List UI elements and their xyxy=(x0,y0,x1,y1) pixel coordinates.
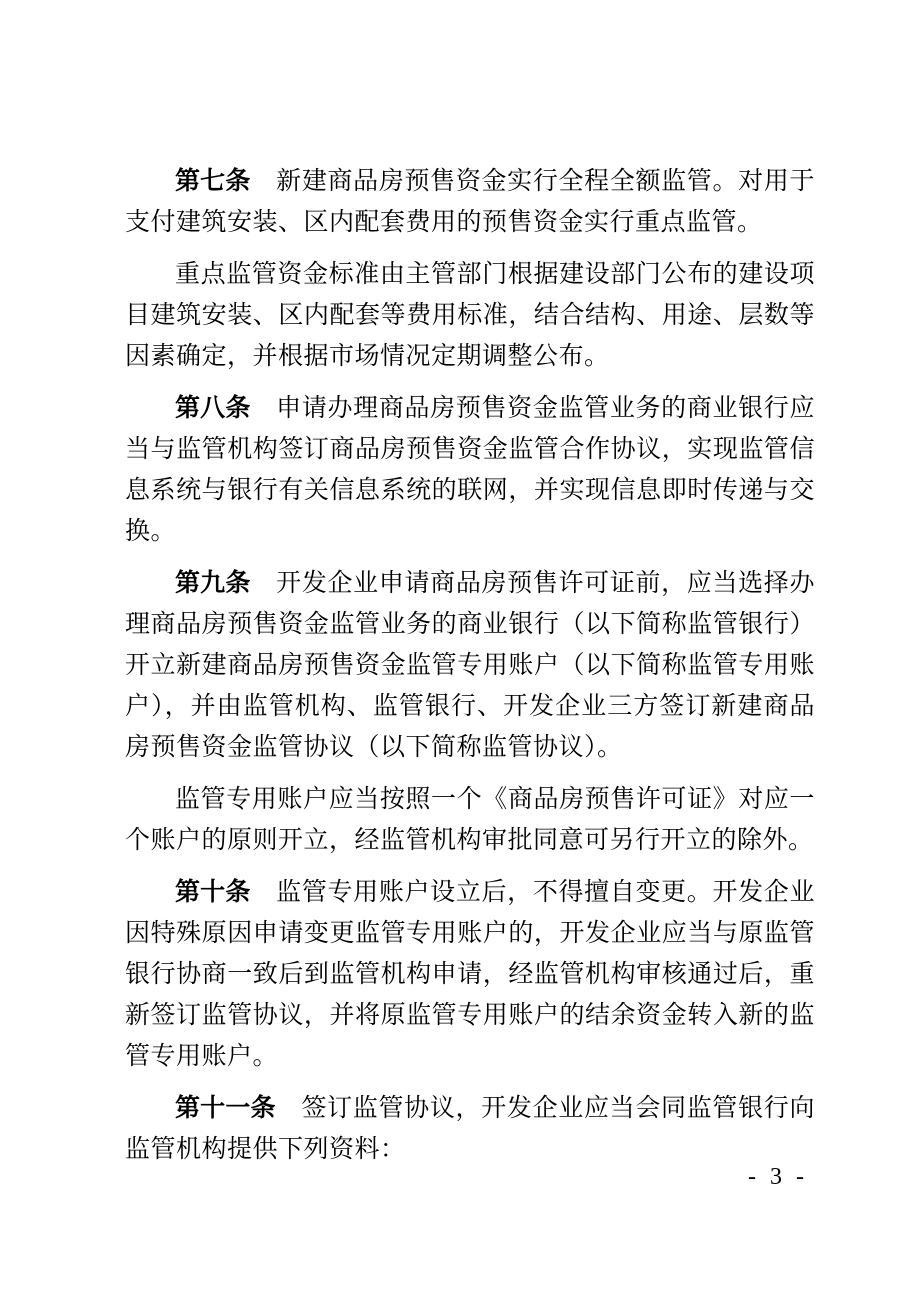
document-body xyxy=(125,160,815,1180)
article-heading: 第十条 xyxy=(175,877,251,906)
article-text: 监管专用账户应当按照一个《商品房预售许可证》对应一个账户的原则开立，经监管机构审批同意可另行开立的除外。 xyxy=(125,784,815,854)
article-text: 新建商品房预售资金实行全程全额监管。对用于支付建筑安装、区内配套费用的预售资金实行重点监管。 xyxy=(125,166,815,236)
article-text: 监管专用账户设立后，不得擅自变更。开发企业因特殊原因申请变更监管专用账户的，开发企业应当与原监管银行协商一致后到监管机构申请，经监管机构审核通过后，重新签订监管协议，并将原监管专用账户的结余资金转入新的监管专用账户。 xyxy=(125,877,815,1070)
article-11 xyxy=(125,1087,815,1169)
article-text: 重点监管资金标准由主管部门根据建设部门公布的建设项目建筑安装、区内配套等费用标准，结合结构、用途、层数等因素确定，并根据市场情况定期调整公布。 xyxy=(125,259,815,370)
article-10 xyxy=(125,871,815,1076)
article-8 xyxy=(125,387,815,551)
article-9 xyxy=(125,562,815,767)
article-heading: 第十一条 xyxy=(175,1093,276,1122)
article-heading: 第九条 xyxy=(175,568,251,597)
article-heading: 第八条 xyxy=(175,393,251,422)
article-7 xyxy=(125,160,815,242)
page-number: - 3 - xyxy=(748,1164,808,1190)
article-9-paragraph-2 xyxy=(125,778,815,860)
article-7-paragraph-2 xyxy=(125,253,815,376)
article-text: 签订监管协议，开发企业应当会同监管银行向监管机构提供下列资料： xyxy=(125,1093,815,1163)
article-heading: 第七条 xyxy=(175,166,251,195)
article-text: 申请办理商品房预售资金监管业务的商业银行应当与监管机构签订商品房预售资金监管合作协议，实现监管信息系统与银行有关信息系统的联网，并实现信息即时传递与交换。 xyxy=(125,393,815,545)
article-text: 开发企业申请商品房预售许可证前，应当选择办理商品房预售资金监管业务的商业银行（以下简称监管银行）开立新建商品房预售资金监管专用账户（以下简称监管专用账户），并由监管机构、监管银行、开发企业三方签订新建商品房预售资金监管协议（以下简称监管协议）。 xyxy=(125,568,815,761)
